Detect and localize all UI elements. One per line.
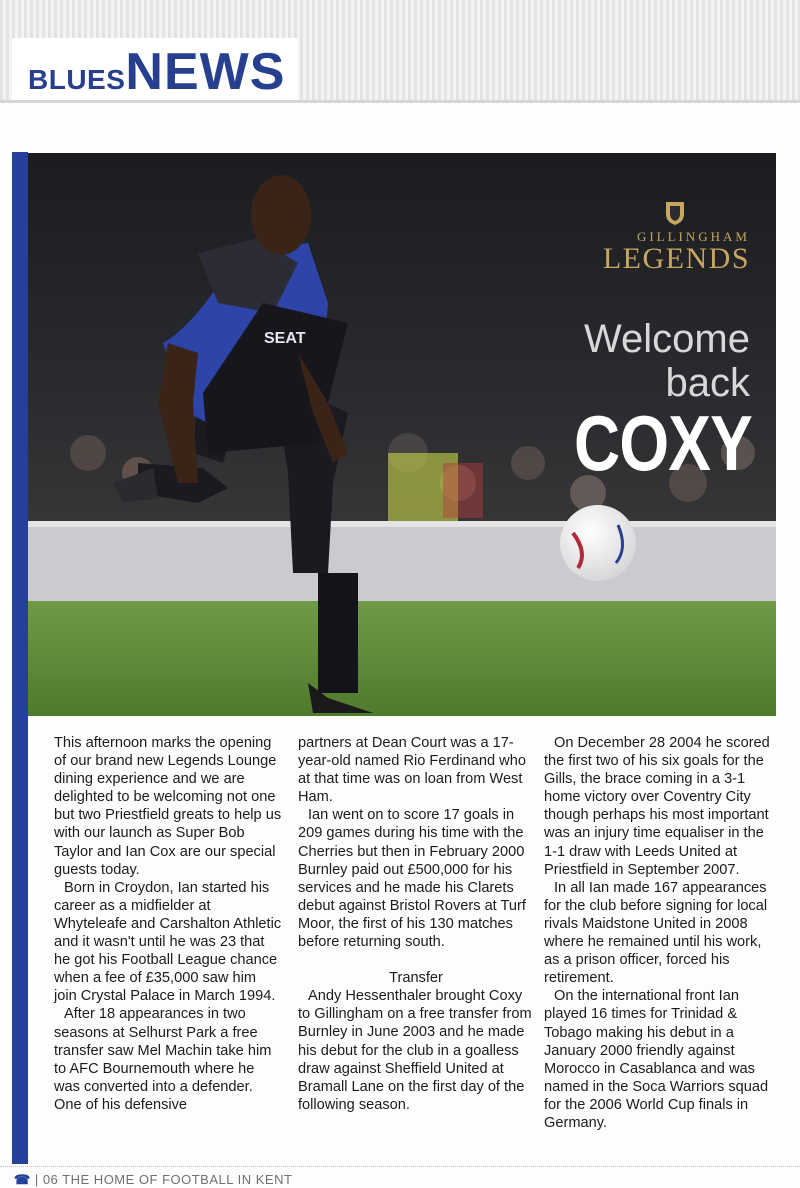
section-title-small: BLUES	[28, 64, 126, 95]
headline-back: back	[665, 361, 750, 405]
brand-legends: LEGENDS	[602, 242, 750, 275]
section-title-big: NEWS	[125, 43, 286, 101]
article-column-3	[544, 734, 772, 1132]
paragraph: This afternoon marks the opening of our brand new Legends Lounge dining experience and we are delighted to be welcoming not one but two Priestfield greats to help us with our launch as Super Bob Taylor and Ian Cox are our special guests today.	[54, 735, 282, 878]
club-crest-icon	[664, 200, 686, 226]
header-shadow	[0, 100, 800, 103]
subheading-transfer: Transfer	[389, 970, 443, 987]
blue-side-rule	[12, 152, 28, 1164]
paragraph: Andy Hessenthaler brought Coxy to Gillingham on a free transfer from Burnley in June 2003 and he made his debut for the club in a goalless draw against Sheffield United at Bramall Lane on the first day of the following season.	[298, 988, 532, 1113]
paragraph: On December 28 2004 he scored the first two of his six goals for the Gills, the brace coming in a 3-1 home victory over Coventry City though perhaps his most important was an injury time equaliser in the 1-1 draw with Leeds United at Priestfield in September 2007.	[544, 735, 770, 878]
paragraph: Born in Croydon, Ian started his career as a midfielder at Whyteleafe and Carshalton Athletic and it wasn't until he was 23 that he got his Football League chance when a fee of £35,000 saw him join Crystal Palace in March 1994.	[54, 879, 282, 1005]
brand-gillingham: GILLINGHAM	[636, 229, 750, 244]
paragraph: Ian went on to score 17 goals in 209 games during his time with the Cherries but then in February 2000 Burnley paid out £500,000 for his services and he made his Clarets debut against Bristol Rovers at Turf Moor, the first of his 130 matches before returning south.	[298, 807, 526, 951]
shirt-sponsor: SEAT	[264, 330, 306, 347]
paragraph: On the international front Ian played 16 times for Trinidad & Tobago making his debut in a January 2000 friendly against Morocco in Casablanca and was named in the Soca Warriors squad for the 2006 World Cup finals in Germany.	[544, 988, 769, 1131]
page-footer	[14, 1172, 292, 1188]
article-column-1	[54, 734, 282, 1114]
headline-coxy: COXY	[574, 399, 752, 487]
page-number: 06	[42, 1172, 59, 1187]
paragraph: In all Ian made 167 appearances for the club before signing for local rivals Maidstone United in 2008 where he remained until his work, as a prison officer, forced his retirement.	[544, 879, 768, 987]
section-title	[28, 44, 285, 100]
footer-separator: |	[34, 1172, 43, 1187]
paragraph: partners at Dean Court was a 17-year-old named Rio Ferdinand who at that time was on loan from West Ham.	[298, 735, 526, 806]
footer-divider	[0, 1166, 800, 1167]
paragraph: After 18 appearances in two seasons at Selhurst Park a free transfer saw Mel Machin take him to AFC Bournemouth where he was converted into a defender. One of his defensive	[54, 1006, 272, 1113]
footer-logo-icon: ☎	[14, 1172, 31, 1187]
article-column-2	[298, 734, 534, 1114]
footer-tagline: THE HOME OF FOOTBALL IN KENT	[62, 1172, 293, 1187]
headline-welcome: Welcome	[584, 317, 750, 361]
